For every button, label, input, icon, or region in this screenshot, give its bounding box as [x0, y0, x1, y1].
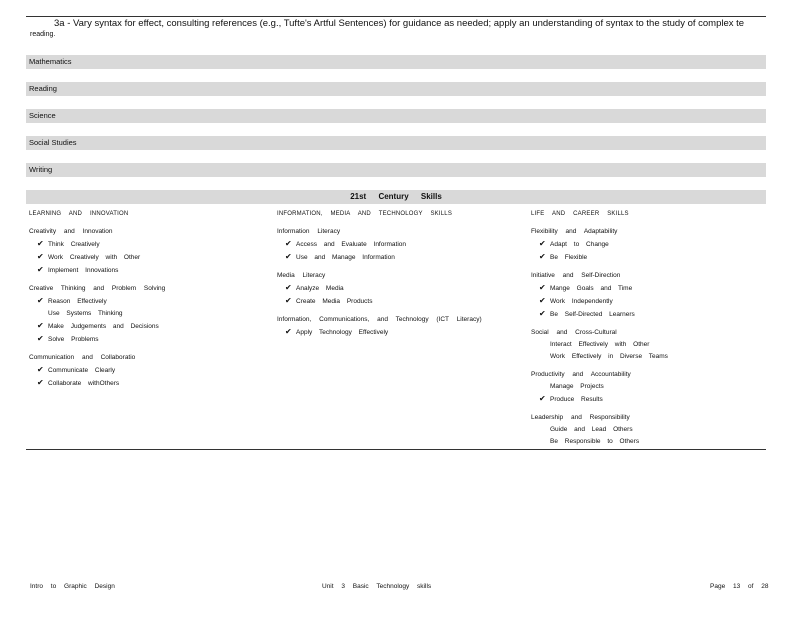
- skill-item: [531, 339, 766, 351]
- skill-item: [277, 326, 522, 339]
- check-mark-icon: ✔: [285, 296, 292, 305]
- skill-group: [29, 352, 269, 390]
- skill-group-title: Initiative and Self-Direction: [531, 272, 621, 279]
- skill-item: [531, 282, 766, 295]
- skill-item-label: Make Judgements and Decisions: [48, 323, 159, 330]
- skill-item-label: Be Flexible: [550, 254, 588, 261]
- skill-item: [531, 393, 766, 406]
- skill-item: [29, 320, 269, 333]
- skill-item-label: Mange Goals and Time: [550, 285, 633, 292]
- check-mark-icon: ✔: [285, 239, 292, 248]
- subject-row-social-studies: Social Studies: [26, 136, 766, 150]
- skill-group: [531, 327, 766, 363]
- skill-item-label: Apply Technology Effectively: [296, 329, 389, 336]
- check-mark-icon: ✔: [37, 239, 44, 248]
- skill-group-title: Communication and Collaboratio: [29, 354, 136, 361]
- check-mark-icon: ✔: [37, 296, 44, 305]
- check-mark-icon: ✔: [539, 296, 546, 305]
- skill-group: [277, 226, 522, 264]
- check-mark-icon: ✔: [539, 252, 546, 261]
- skill-item-label: Work Independently: [550, 298, 613, 305]
- check-mark-icon: ✔: [539, 309, 546, 318]
- footer-unit: Unit 3 Basic Technology skills: [322, 583, 432, 590]
- skill-item-label: Be Responsible to Others: [550, 438, 640, 445]
- skill-item: [29, 364, 269, 377]
- skill-group: [531, 270, 766, 321]
- skill-item-label: Adapt to Change: [550, 241, 609, 248]
- skill-item-label: Access and Evaluate Information: [296, 241, 407, 248]
- check-mark-icon: ✔: [285, 252, 292, 261]
- skill-item-label: Communicate Clearly: [48, 367, 116, 374]
- check-mark-icon: ✔: [539, 283, 546, 292]
- skill-item: [531, 238, 766, 251]
- check-mark-icon: ✔: [285, 283, 292, 292]
- skills-column-title: LIFE AND CAREER SKILLS: [531, 211, 629, 217]
- skill-item-label: Use and Manage Information: [296, 254, 395, 261]
- skill-group-title: Information Literacy: [277, 228, 341, 235]
- skill-item-label: Solve Problems: [48, 336, 99, 343]
- skill-item: [29, 377, 269, 390]
- check-mark-icon: ✔: [37, 334, 44, 343]
- skill-item: [531, 351, 766, 363]
- skill-item-label: Implement Innovations: [48, 267, 119, 274]
- skills-column-title: INFORMATION, MEDIA AND TECHNOLOGY SKILLS: [277, 211, 453, 217]
- top-rule: [26, 16, 766, 17]
- check-mark-icon: ✔: [285, 327, 292, 336]
- skill-group: [531, 226, 766, 264]
- skill-item: [29, 264, 269, 277]
- skill-item-label: Manage Projects: [550, 383, 604, 390]
- skill-item: [277, 251, 522, 264]
- skill-item: [277, 282, 522, 295]
- skill-group: [29, 283, 269, 346]
- skill-item: [29, 333, 269, 346]
- subject-row-writing: Writing: [26, 163, 766, 177]
- bottom-rule: [26, 449, 766, 450]
- skill-item-label: Work Creatively with Other: [48, 254, 141, 261]
- skill-item-label: Guide and Lead Others: [550, 426, 633, 433]
- check-mark-icon: ✔: [37, 265, 44, 274]
- skill-group-title: Flexibility and Adaptability: [531, 228, 618, 235]
- skill-item-label: Reason Effectively: [48, 298, 107, 305]
- skill-item: [531, 295, 766, 308]
- skill-item-label: Use Systems Thinking: [48, 310, 123, 317]
- skills-column-learning: [29, 208, 269, 396]
- standard-text-continuation: reading.: [30, 31, 56, 38]
- skill-group: [29, 226, 269, 277]
- skill-item: [531, 251, 766, 264]
- skill-item-label: Interact Effectively with Other: [550, 341, 650, 348]
- skill-group-title: Media Literacy: [277, 272, 326, 279]
- skill-group-title: Creative Thinking and Problem Solving: [29, 285, 166, 292]
- skill-item-label: Create Media Products: [296, 298, 373, 305]
- skill-group: [277, 270, 522, 308]
- check-mark-icon: ✔: [37, 378, 44, 387]
- subject-row-mathematics: Mathematics: [26, 55, 766, 69]
- check-mark-icon: ✔: [37, 365, 44, 374]
- skill-item: [277, 295, 522, 308]
- subject-row-reading: Reading: [26, 82, 766, 96]
- skill-group-title: Creativity and Innovation: [29, 228, 113, 235]
- skill-item: [29, 295, 269, 308]
- footer-page-number: Page 13 of 28: [710, 583, 769, 590]
- skill-item-label: Collaborate withOthers: [48, 380, 120, 387]
- skill-item-label: Analyze Media: [296, 285, 344, 292]
- check-mark-icon: ✔: [539, 239, 546, 248]
- skill-item: [531, 436, 766, 448]
- skill-item: [531, 381, 766, 393]
- skill-group-title: Social and Cross-Cultural: [531, 329, 617, 336]
- skill-item: [531, 424, 766, 436]
- skill-item-label: Think Creatively: [48, 241, 100, 248]
- skill-item: [29, 238, 269, 251]
- skill-item-label: Work Effectively in Diverse Teams: [550, 353, 668, 360]
- check-mark-icon: ✔: [37, 321, 44, 330]
- skill-item: [531, 308, 766, 321]
- skill-group-title: Productivity and Accountability: [531, 371, 631, 378]
- check-mark-icon: ✔: [539, 394, 546, 403]
- skill-group-title: Information, Communications, and Technology (ICT Literacy): [277, 316, 482, 323]
- skill-item-label: Produce Results: [550, 396, 603, 403]
- skills-column-life-career: [531, 208, 766, 454]
- skill-item: [29, 308, 269, 320]
- skills-column-title: LEARNING AND INNOVATION: [29, 211, 129, 217]
- skill-group: [531, 369, 766, 406]
- skill-item: [277, 238, 522, 251]
- skills-column-information: [277, 208, 522, 345]
- footer-course: Intro to Graphic Design: [30, 583, 115, 590]
- skill-item: [29, 251, 269, 264]
- skill-item-label: Be Self-Directed Learners: [550, 311, 635, 318]
- subject-row-science: Science: [26, 109, 766, 123]
- skills-header: 21st Century Skills: [26, 190, 766, 204]
- skill-group: [277, 314, 522, 339]
- skill-group: [531, 412, 766, 448]
- check-mark-icon: ✔: [37, 252, 44, 261]
- skill-group-title: Leadership and Responsibility: [531, 414, 630, 421]
- standard-text: 3a - Vary syntax for effect, consulting references (e.g., Tufte's Artful Sentences) for guidance as needed; apply an understanding of syntax to the study of complex te: [54, 18, 745, 29]
